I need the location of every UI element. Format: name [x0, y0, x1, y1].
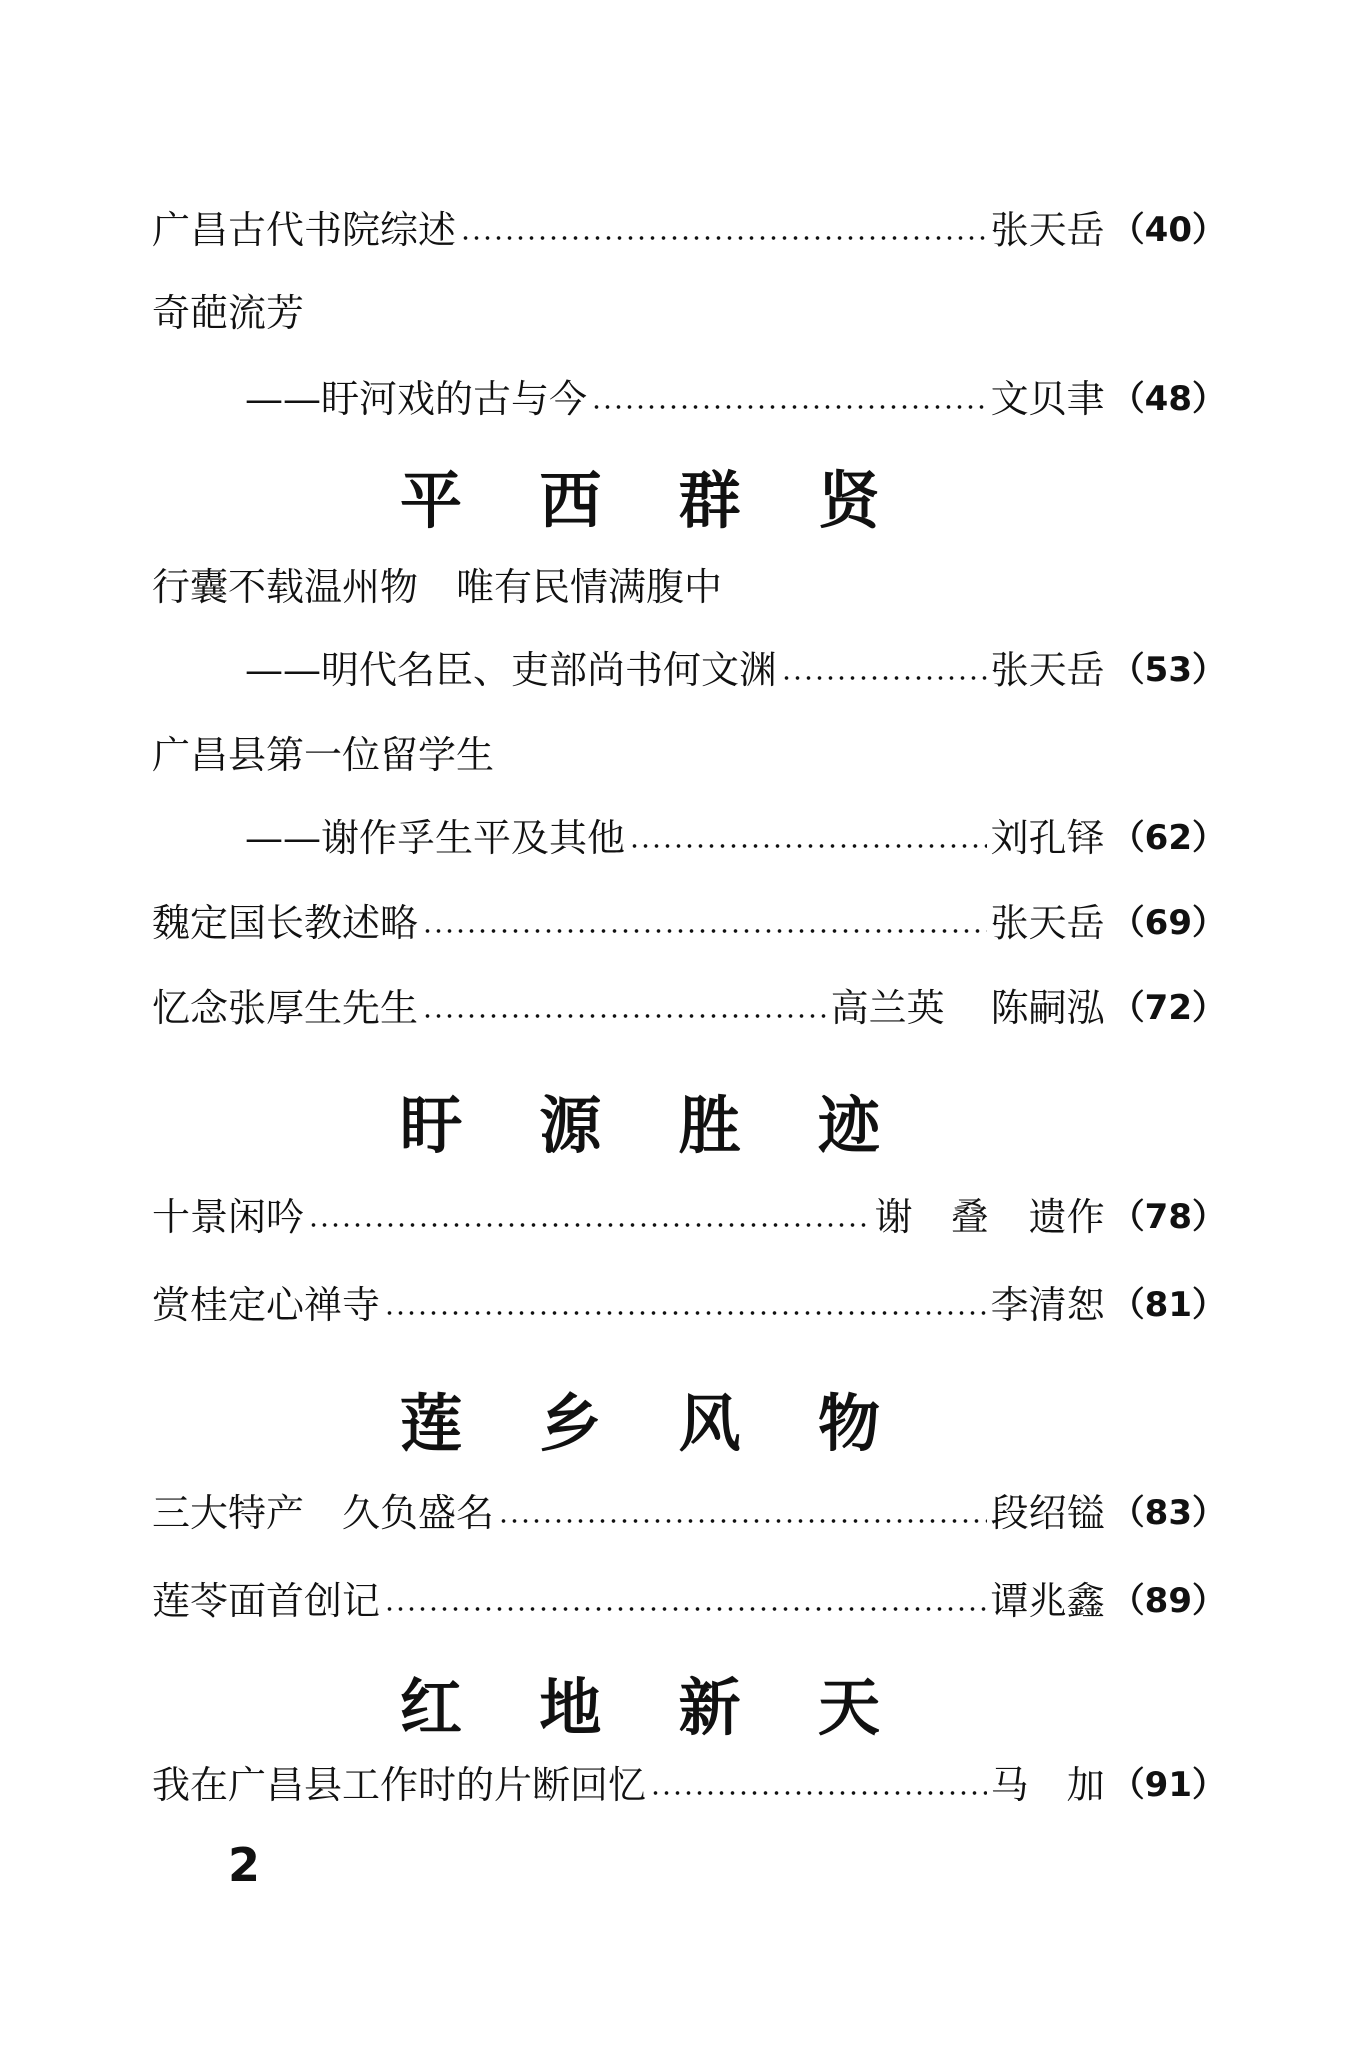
entry-page: （81）	[1110, 1285, 1226, 1325]
heading-char: 红	[400, 1670, 463, 1744]
section-heading	[400, 455, 880, 535]
heading-char: 盱	[400, 1088, 463, 1162]
heading-char: 西	[539, 463, 602, 537]
entry-author: 张天岳	[990, 208, 1105, 252]
entry-author: 马 加	[990, 1763, 1105, 1807]
dot-leader	[460, 235, 987, 241]
heading-char: 风	[678, 1386, 741, 1460]
entry-subtitle: ——盱河戏的古与今	[245, 377, 588, 421]
heading-char: 物	[817, 1386, 880, 1460]
toc-entry	[152, 1280, 1226, 1330]
dot-leader	[591, 404, 987, 410]
dot-leader	[384, 1606, 987, 1612]
heading-char: 天	[817, 1670, 880, 1744]
entry-page: （89）	[1110, 1581, 1226, 1621]
entry-title: 广昌古代书院综述	[152, 208, 457, 252]
page-number: 2	[228, 1838, 261, 1892]
heading-char: 地	[539, 1670, 602, 1744]
dot-leader	[781, 675, 987, 681]
toc-entry	[152, 1760, 1226, 1810]
entry-subtitle: ——谢作孚生平及其他	[245, 816, 626, 860]
entry-title: 三大特产 久负盛名	[152, 1491, 495, 1535]
entry-author: 刘孔铎	[990, 816, 1105, 860]
dot-leader	[384, 1310, 987, 1316]
toc-entry	[152, 1488, 1226, 1538]
heading-char: 迹	[817, 1088, 880, 1162]
toc-entry	[245, 645, 1226, 695]
toc-entry	[245, 813, 1226, 863]
entry-title: 广昌县第一位留学生	[152, 733, 495, 777]
entry-title: 奇葩流芳	[152, 291, 305, 335]
section-heading	[400, 1080, 880, 1160]
heading-char: 群	[678, 463, 741, 537]
entry-author: 段绍镒	[990, 1491, 1105, 1535]
heading-char: 新	[678, 1670, 741, 1744]
dot-leader	[308, 1222, 871, 1228]
entry-author: 张天岳	[990, 648, 1105, 692]
entry-title: 忆念张厚生先生	[152, 986, 419, 1030]
entry-page: （83）	[1110, 1493, 1226, 1533]
entry-page: （69）	[1110, 903, 1226, 943]
entry-page: （48）	[1110, 379, 1226, 419]
entry-author: 谢 叠	[874, 1195, 989, 1239]
dot-leader	[650, 1790, 987, 1796]
entry-author: 谭兆鑫	[990, 1579, 1105, 1623]
toc-entry	[245, 374, 1226, 424]
heading-char: 莲	[400, 1386, 463, 1460]
dot-leader	[498, 1518, 987, 1524]
entry-author: 高兰英	[830, 986, 945, 1030]
dot-leader	[422, 1013, 827, 1019]
entry-author: 李清恕	[990, 1283, 1105, 1327]
heading-char: 贤	[817, 463, 880, 537]
entry-title: 莲苓面首创记	[152, 1579, 381, 1623]
entry-author-2: 遗作	[1028, 1195, 1105, 1239]
section-heading	[400, 1378, 880, 1458]
toc-entry	[152, 983, 1226, 1033]
entry-title: 行囊不载温州物 唯有民情满腹中	[152, 565, 723, 609]
entry-title: 十景闲吟	[152, 1195, 305, 1239]
section-heading	[400, 1662, 880, 1742]
entry-page: （72）	[1110, 988, 1226, 1028]
dot-leader	[629, 843, 987, 849]
entry-title: 我在广昌县工作时的片断回忆	[152, 1763, 647, 1807]
entry-page: （91）	[1110, 1765, 1226, 1805]
toc-entry	[152, 898, 1226, 948]
entry-subtitle: ——明代名臣、吏部尚书何文渊	[245, 648, 778, 692]
toc-entry	[152, 1576, 1226, 1626]
entry-page: （53）	[1110, 650, 1226, 690]
entry-title: 赏桂定心禅寺	[152, 1283, 381, 1327]
entry-author: 张天岳	[990, 901, 1105, 945]
heading-char: 乡	[539, 1386, 602, 1460]
entry-page: （40）	[1110, 210, 1226, 250]
entry-author-2: 陈嗣泓	[990, 986, 1105, 1030]
heading-char: 源	[539, 1088, 602, 1162]
entry-page: （78）	[1110, 1197, 1226, 1237]
entry-author: 文贝聿	[990, 377, 1105, 421]
entry-page: （62）	[1110, 818, 1226, 858]
dot-leader	[422, 928, 987, 934]
heading-char: 平	[400, 463, 463, 537]
entry-title: 魏定国长教述略	[152, 901, 419, 945]
heading-char: 胜	[678, 1088, 741, 1162]
toc-entry	[152, 1192, 1226, 1242]
toc-entry	[152, 205, 1226, 255]
